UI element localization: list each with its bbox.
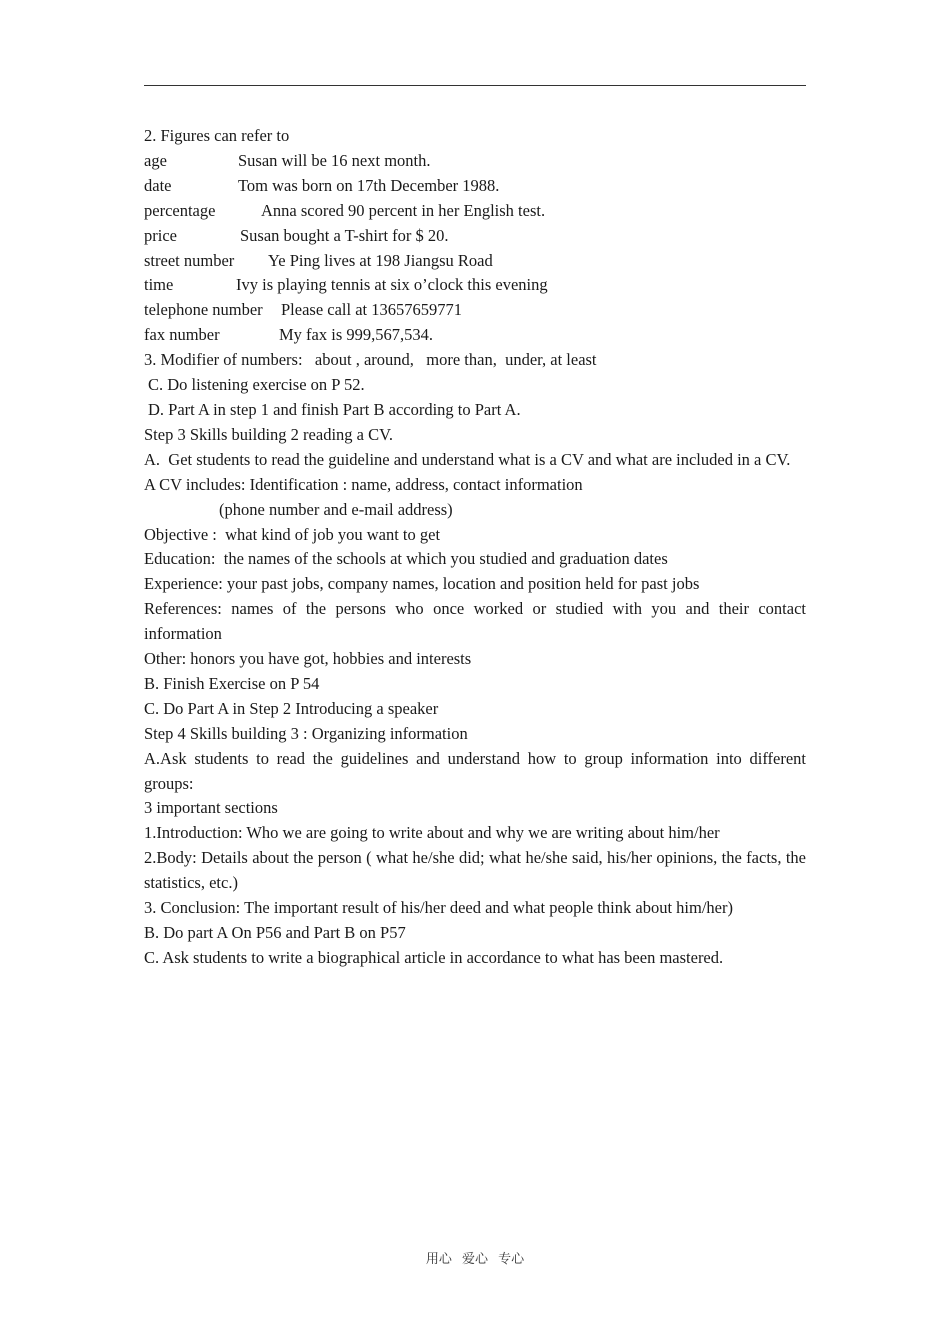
figure-label: time — [144, 275, 174, 295]
section-conclusion: 3. Conclusion: The important result of his/her deed and what people think about him/her) — [144, 898, 733, 918]
cv-other: Other: honors you have got, hobbies and interests — [144, 649, 472, 669]
step3-b: B. Finish Exercise on P 54 — [144, 673, 320, 693]
figure-row-fax-number — [144, 323, 806, 348]
section-body: 2.Body: Details about the person ( what he/she did; what he/she said, his/her opinions, the facts, the statistics, etc.) — [144, 848, 806, 893]
figure-row-percentage — [144, 199, 806, 224]
cv-contact: (phone number and e-mail address) — [219, 499, 453, 519]
figure-row-date — [144, 174, 806, 199]
figure-row-price — [144, 224, 806, 249]
listening-d: D. Part A in step 1 and finish Part B according to Part A. — [148, 399, 521, 419]
cv-objective: Objective : what kind of job you want to get — [144, 524, 441, 544]
figure-label: street number — [144, 250, 235, 270]
cv-education: Education: the names of the schools at which you studied and graduation dates — [144, 549, 668, 569]
figure-row-time — [144, 273, 806, 298]
listening-c: C. Do listening exercise on P 52. — [148, 375, 365, 395]
figure-label: age — [144, 150, 167, 170]
page-footer: 用心 爱心 专心 — [425, 1252, 525, 1267]
figure-row-street-number — [144, 249, 806, 274]
figure-example: Susan bought a T-shirt for $ 20. — [240, 225, 449, 245]
figure-example: Please call at 13657659771 — [281, 300, 463, 320]
step3-a: A. Get students to read the guideline and understand what is a CV and what are included in a CV. — [144, 449, 791, 469]
document-body — [144, 124, 806, 971]
figure-row-age — [144, 149, 806, 174]
figure-label: percentage — [144, 200, 216, 220]
figure-label: telephone number — [144, 300, 263, 320]
cv-experience: Experience: your past jobs, company names, location and position held for past jobs — [144, 574, 700, 594]
step3-c: C. Do Part A in Step 2 Introducing a speaker — [144, 698, 439, 718]
figure-example: Tom was born on 17th December 1988. — [238, 175, 500, 195]
figure-example: My fax is 999,567,534. — [279, 325, 433, 345]
header-rule — [144, 85, 806, 86]
figure-example: Anna scored 90 percent in her English test. — [261, 200, 546, 220]
step4-title: Step 4 Skills building 3 : Organizing information — [144, 723, 468, 743]
figure-label: price — [144, 225, 177, 245]
figure-label: date — [144, 175, 172, 195]
step4-a: A.Ask students to read the guidelines and understand how to group information into different groups: — [144, 748, 806, 793]
figure-row-telephone-number — [144, 298, 806, 323]
figure-example: Ivy is playing tennis at six o’clock this evening — [236, 275, 548, 295]
cv-references: References: names of the persons who once worked or studied with you and their contact information — [144, 599, 806, 644]
step4-b: B. Do part A On P56 and Part B on P57 — [144, 923, 406, 942]
step4-c: C. Ask students to write a biographical article in accordance to what has been mastered. — [144, 947, 724, 967]
cv-includes: A CV includes: Identification : name, address, contact information — [144, 474, 583, 494]
figures-heading: 2. Figures can refer to — [144, 126, 290, 145]
step4-sections: 3 important sections — [144, 798, 278, 818]
figure-label: fax number — [144, 325, 220, 345]
step3-title: Step 3 Skills building 2 reading a CV. — [144, 424, 394, 444]
figure-example: Ye Ping lives at 198 Jiangsu Road — [268, 250, 493, 270]
section-introduction: 1.Introduction: Who we are going to write about and why we are writing about him/her — [144, 823, 720, 843]
figure-example: Susan will be 16 next month. — [238, 150, 431, 170]
modifiers-line: 3. Modifier of numbers: about , around, more than, under, at least — [144, 350, 597, 370]
